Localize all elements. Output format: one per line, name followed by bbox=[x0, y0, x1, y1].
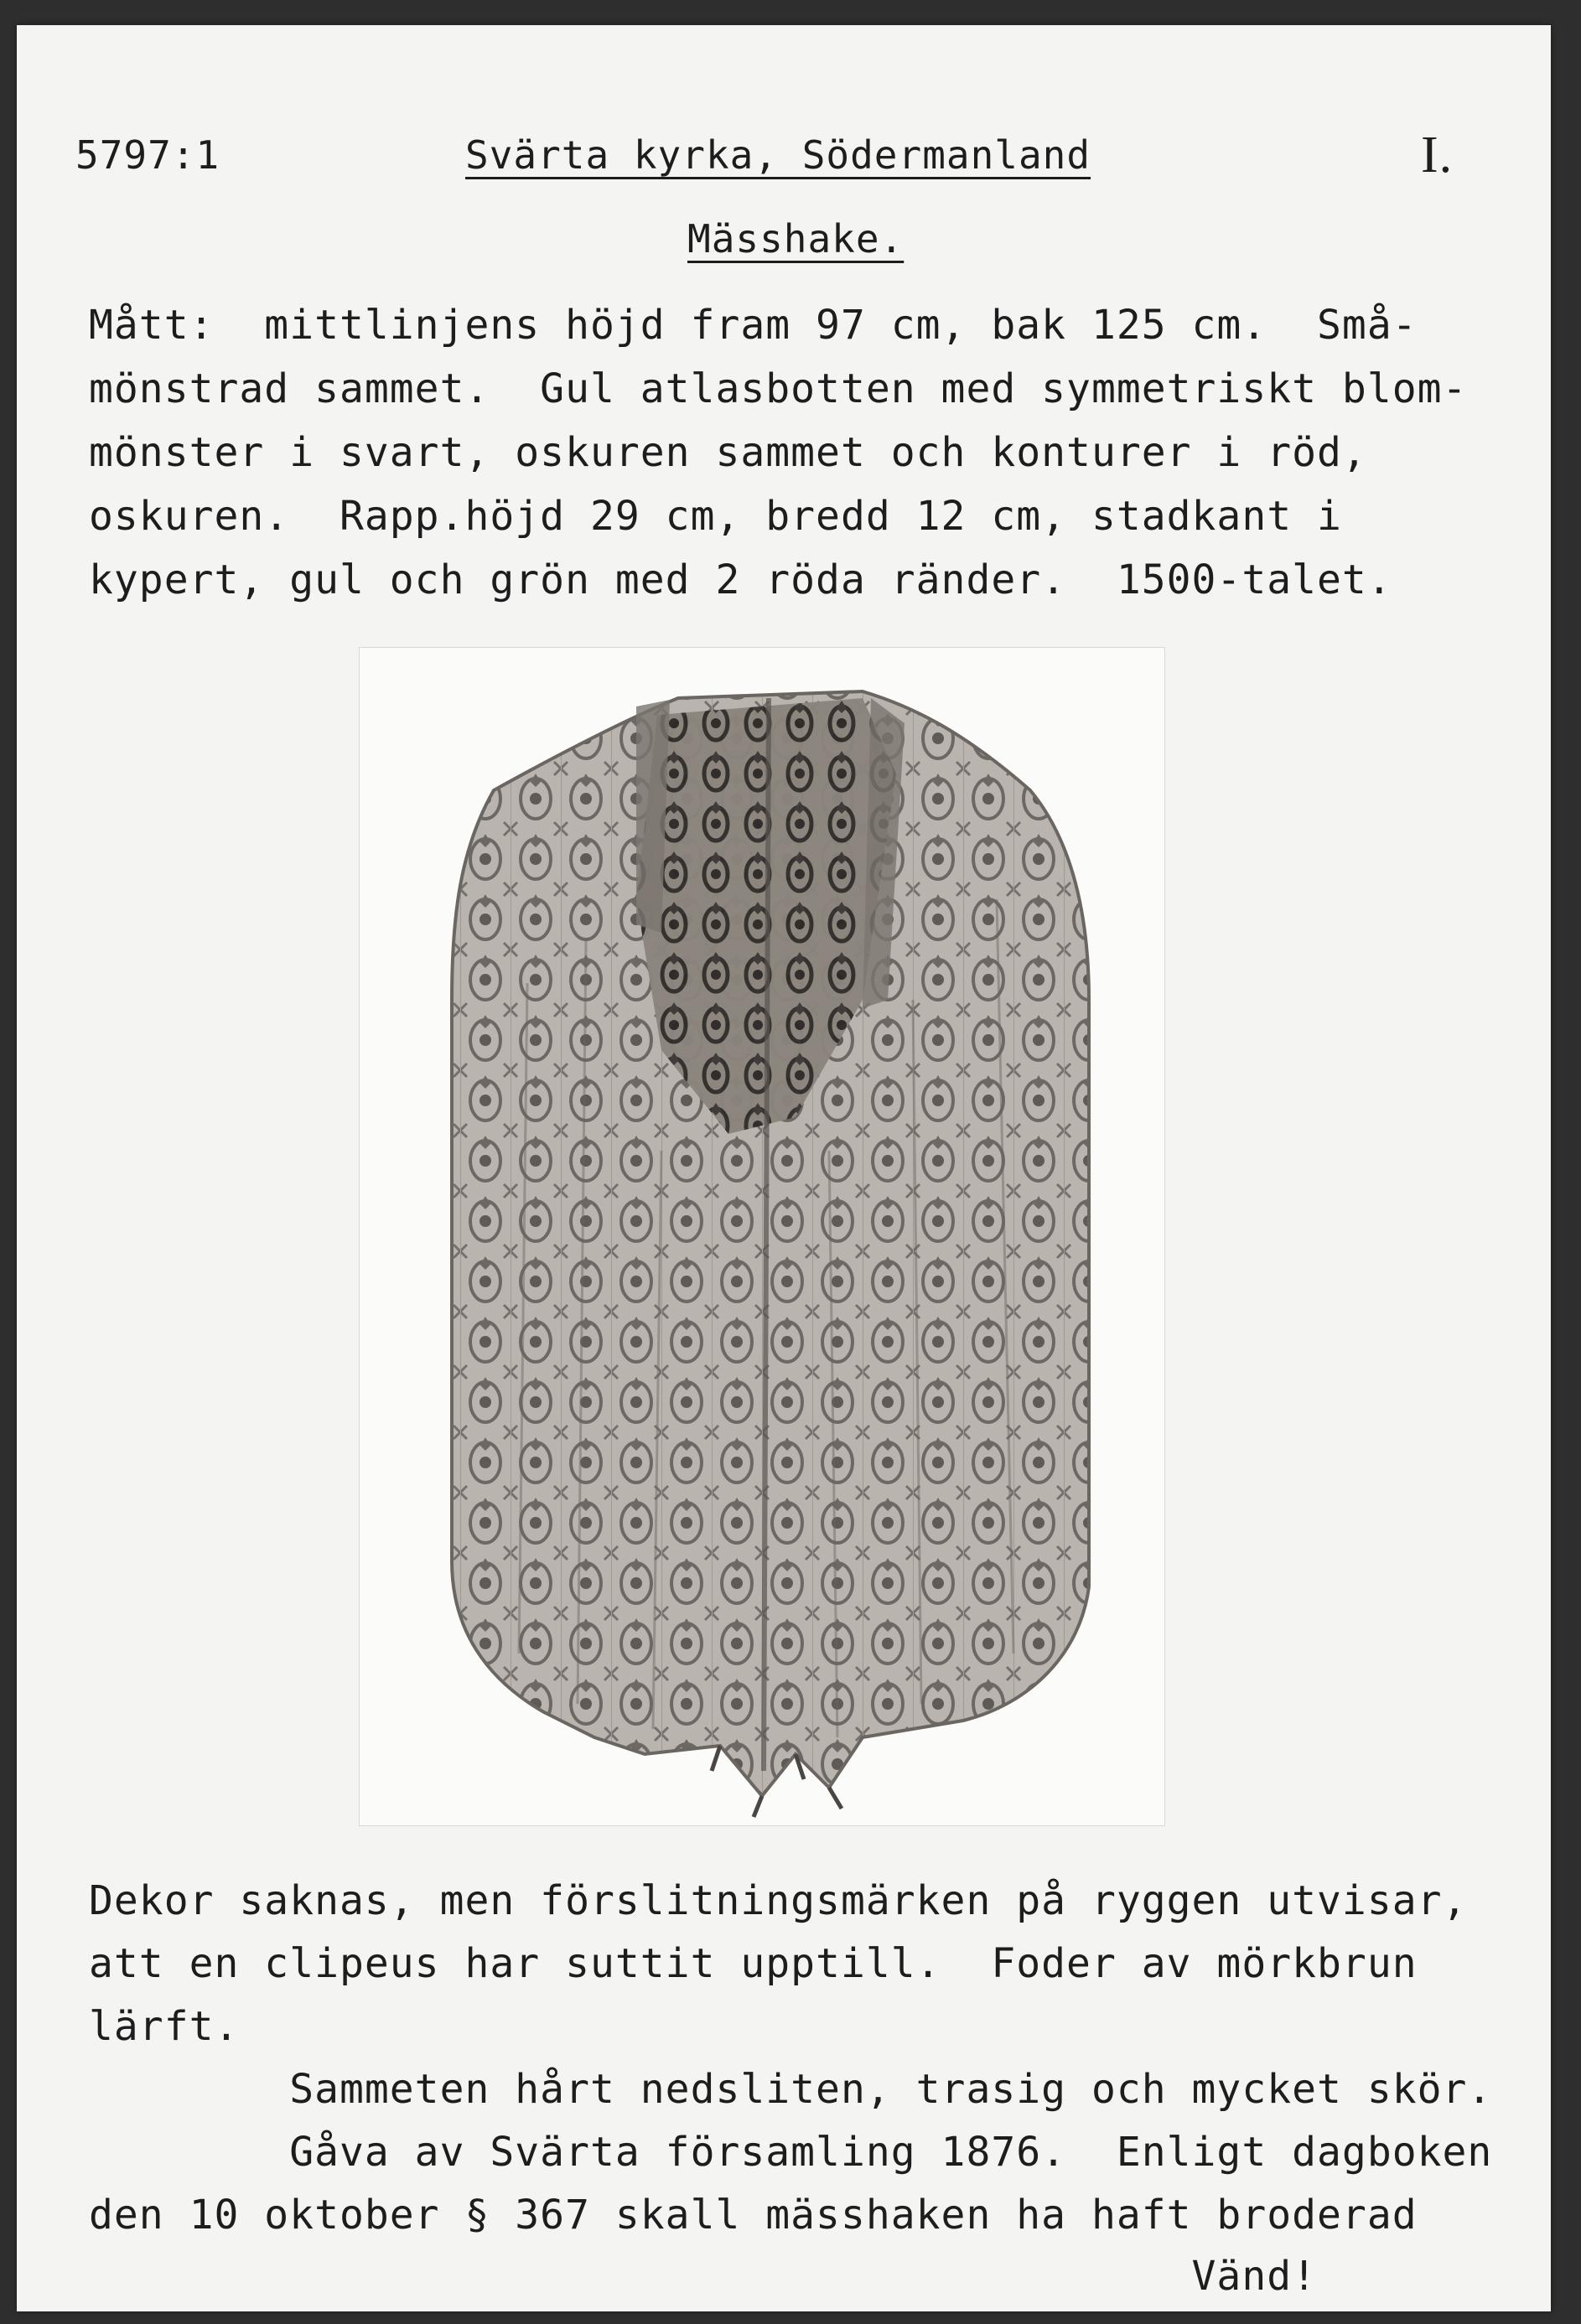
notes-line: Gåva av Svärta församling 1876. Enligt dagboken bbox=[89, 2129, 1493, 2176]
chasuble-image bbox=[360, 648, 1164, 1825]
catalog-card bbox=[17, 25, 1551, 2311]
card-number: I. bbox=[1421, 127, 1454, 184]
place-heading: Svärta kyrka, Södermanland bbox=[465, 132, 1091, 178]
inventory-number: 5797:1 bbox=[75, 132, 220, 178]
notes-line: lärft. bbox=[89, 2003, 240, 2050]
description-line: mönstrad sammet. Gul atlasbotten med symmetriskt blom- bbox=[89, 365, 1468, 412]
notes-line: att en clipeus har suttit upptill. Foder av mörkbrun bbox=[89, 1940, 1418, 1987]
notes-line: Dekor saknas, men förslitningsmärken på ryggen utvisar, bbox=[89, 1877, 1468, 1924]
description-line: Mått: mittlinjens höjd fram 97 cm, bak 125 cm. Små- bbox=[89, 302, 1418, 349]
notes-line: den 10 oktober § 367 skall mässhaken ha haft broderad bbox=[89, 2192, 1418, 2239]
description-line: mönster i svart, oskuren sammet och konturer i röd, bbox=[89, 429, 1367, 476]
chasuble-photograph bbox=[359, 647, 1165, 1826]
turn-over-note: Vänd! bbox=[89, 2253, 1318, 2300]
notes-line: Sammeten hårt nedsliten, trasig och mycket skör. bbox=[89, 2066, 1493, 2113]
object-heading: Mässhake. bbox=[687, 216, 905, 261]
description-line: oskuren. Rapp.höjd 29 cm, bredd 12 cm, stadkant i bbox=[89, 493, 1342, 540]
description-line: kypert, gul och grön med 2 röda ränder. 1500-talet. bbox=[89, 556, 1392, 603]
